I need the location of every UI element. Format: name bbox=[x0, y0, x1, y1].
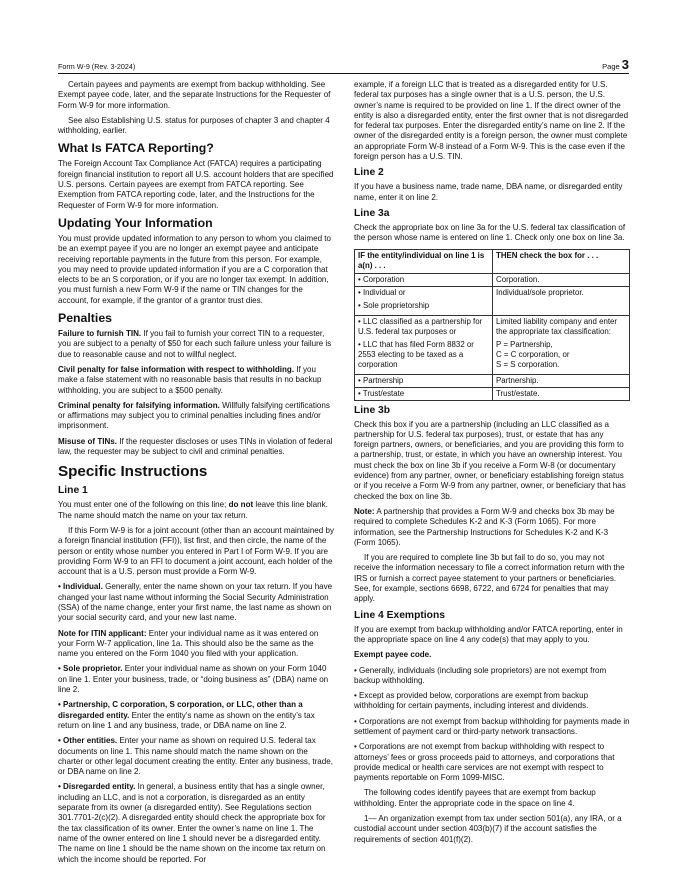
exempt-item: • Corporations are not exempt from backup withholding with respect to attorneys’ fees or gross proceeds paid to attorneys, and corporations that provide medical or health care services are not exempt with respect to payments reportable on Form 1099-MISC. bbox=[354, 742, 615, 783]
partnership-paragraph: • Partnership, C corporation, S corporation, or LLC, other than a disregarded entity. Enter the entity’s name as shown on the entity’s tax return on line 1 and any business, trade, or DBA name on line 2. bbox=[58, 700, 315, 730]
specific-instructions-heading: Specific Instructions bbox=[58, 463, 208, 481]
penalty-civil: Civil penalty for false information with respect to withholding. If you make a false statement with no reasonable basis that results in no backup withholding, you are subject to a $500 penalty. bbox=[58, 364, 322, 395]
individual-paragraph: • Individual. Generally, enter the name shown on your tax return. If you have changed your last name without informing the Social Security Administration (SSA) of the name change, enter your first name, the last name as shown on your social security card, and your new last name. bbox=[58, 582, 333, 623]
table-cell: Limited liability company and enter the appropriate tax classification: P = Partnership, C = C corporation, or S = S corporation. bbox=[493, 315, 630, 374]
itin-paragraph: Note for ITIN applicant: Enter your individual name as it was entered on your Form W-7 application, line 1a. This should also be the same as the name you entered on the Form 1040 you filed with your application. bbox=[58, 628, 319, 659]
other-entities-paragraph: • Other entities. Enter your name as shown on required U.S. federal tax documents on line 1. This name should match the name shown on the charter or other legal document creating the entity. Enter any business, trade, or DBA name on line 2. bbox=[58, 736, 333, 777]
line3b-paragraph-2: If you are required to complete line 3b but fail to do so, you may not receive the information necessary to file a correct information return with the IRS or furnish a correct payee statement to your partners or beneficiaries. See, for example, sections 6698, 6722, and 6724 for penalties that may apply. bbox=[354, 553, 625, 604]
left-column bbox=[58, 80, 334, 870]
page-header bbox=[58, 57, 629, 72]
line3a-paragraph: Check the appropriate box on line 3a for the U.S. federal tax classification of the person whose name is entered on line 1. Check only one box on line 3a. bbox=[354, 222, 626, 243]
table-header-row bbox=[355, 249, 630, 273]
fatca-paragraph: The Foreign Account Tax Compliance Act (FATCA) requires a participating foreign financial institution to report all U.S. account holders that are specified U.S. persons. Certain payees are exempt from FATCA reporting. See Exemption from FATCA reporting code, later, and the Instructions for the Requester of Form W-9 for more information. bbox=[58, 159, 334, 210]
table-row bbox=[355, 374, 630, 387]
line2-heading: Line 2 bbox=[354, 167, 384, 179]
line4-paragraph: If you are exempt from backup withholding and/or FATCA reporting, enter in the appropriate space on line 4 any code(s) that may apply to you. bbox=[354, 624, 623, 644]
penalty-tin: Failure to furnish TIN. If you fail to furnish your correct TIN to a requester, you are subject to a penalty of $50 for each such failure unless your failure is due to reasonable cause and not to willful neglect. bbox=[58, 329, 332, 359]
header-rule bbox=[58, 73, 629, 74]
line3b-heading: Line 3b bbox=[354, 404, 391, 416]
update-paragraph: You must provide updated information to any person to whom you claimed to be an exempt payee if you are no longer an exempt payee and anticipate receiving reportable payments in the future from this person. For example, you may need to provide updated information if you are a C corporation that elects to be an S corporation, or if you are no longer tax exempt. In addition, you must furnish a new Form W-9 if the name or TIN changes for the account, for example, if the grantor of a grantor trust dies. bbox=[58, 233, 332, 305]
table-row bbox=[355, 286, 630, 315]
exempt-item: • Except as provided below, corporations are exempt from backup withholding for certain payments, including interest and dividends. bbox=[354, 691, 589, 711]
table-row bbox=[355, 387, 630, 400]
codes-paragraph: The following codes identify payees that are exempt from backup withholding. Enter the appropriate code in the space on line 4. bbox=[354, 788, 596, 808]
table-cell: Individual/sole proprietor. bbox=[493, 286, 630, 315]
line3a-heading: Line 3a bbox=[354, 207, 390, 219]
line1-paragraph: You must enter one of the following on this line; do not leave this line blank. The name should match the name on your tax return. bbox=[58, 500, 328, 520]
table-row bbox=[355, 315, 630, 374]
penalty-criminal: Criminal penalty for falsifying information. Willfully falsifying certifications or affirmations may subject you to criminal penalties including fines and/or imprisonment. bbox=[58, 400, 330, 431]
table-cell: • Trust/estate bbox=[355, 387, 493, 400]
page-number: Page 3 bbox=[602, 57, 629, 72]
form-label: Form W-9 (Rev. 3-2024) bbox=[58, 62, 136, 71]
line2-paragraph: If you have a business name, trade name, DBA name, or disregarded entity name, enter it on line 2. bbox=[354, 182, 623, 202]
table-cell: Trust/estate. bbox=[493, 387, 630, 400]
table-header-cell: THEN check the box for . . . bbox=[493, 249, 630, 273]
table-cell: • Individual or • Sole proprietorship bbox=[355, 286, 493, 315]
joint-account-paragraph: If this Form W-9 is for a joint account (other than an account maintained by a foreign financial institution (FFI)), list first, and then circle, the name of the person or entity whose number you entered in Part I of Form W-9. If you are providing Form W-9 to an FFI to document a joint account, each holder of the account that is a U.S. person must provide a Form W-9. bbox=[58, 525, 334, 577]
table-header-cell: IF the entity/individual on line 1 is a(n) . . . bbox=[355, 249, 493, 273]
table-cell: Partnership. bbox=[493, 374, 630, 387]
update-heading: Updating Your Information bbox=[58, 215, 213, 230]
exempt-item: • Generally, individuals (including sole proprietors) are not exempt from backup withholding. bbox=[354, 665, 607, 685]
line3b-paragraph: Check this box if you are a partnership (including an LLC classified as a partnership for U.S. federal tax purposes), trust, or estate that has any foreign partners, owners, or beneficiaries, and you are providing this form to a partnership, trust, or estate, in which you have an ownership interest. You must check the box on line 3b if you receive a Form W-8 (or documentary evidence) from any partner, owner, or beneficiary establishing foreign status or if you receive a Form W-9 from any partner, owner, or beneficiary that has checked the box on line 3b. bbox=[354, 419, 626, 501]
classification-table bbox=[354, 249, 630, 401]
line4-heading: Line 4 Exemptions bbox=[354, 609, 445, 621]
table-cell: Corporation. bbox=[493, 273, 630, 286]
penalties-heading: Penalties bbox=[58, 311, 112, 326]
table-cell: • Corporation bbox=[355, 273, 493, 286]
sole-proprietor-paragraph: • Sole proprietor. Enter your individual name as shown on your Form 1040 on line 1. Enter your business, trade, or “doing business as” (DBA) name on line 2. bbox=[58, 664, 329, 695]
penalty-misuse: Misuse of TINs. If the requester discloses or uses TINs in violation of federal law, the requester may be subject to civil and criminal penalties. bbox=[58, 436, 333, 457]
exempt-item: • Corporations are not exempt from backup withholding for payments made in settlement of payment card or third-party network transactions. bbox=[354, 716, 630, 736]
fatca-heading: What Is FATCA Reporting? bbox=[58, 141, 214, 156]
line1-heading: Line 1 bbox=[58, 485, 88, 497]
right-column bbox=[354, 80, 630, 850]
table-row bbox=[355, 273, 630, 286]
intro-paragraph: Certain payees and payments are exempt from backup withholding. See Exempt payee code, later, and the separate Instructions for the Requester of Form W-9 for more information. bbox=[58, 80, 331, 110]
intro-paragraph-2: See also Establishing U.S. status for purposes of chapter 3 and chapter 4 withholding, earlier. bbox=[58, 115, 330, 136]
exempt-payee-heading: Exempt payee code. bbox=[354, 650, 432, 660]
continued-paragraph: example, if a foreign LLC that is treated as a disregarded entity for U.S. federal tax purposes has a single owner that is a U.S. person, the U.S. owner’s name is required to be provided on line 1. If the direct owner of the entity is also a disregarded entity, enter the first owner that is not disregarded for federal tax purposes. Enter the disregarded entity’s name on line 2. If the owner of the disregarded entity is a foreign person, the owner must complete an appropriate Form W-8 instead of a Form W-9. This is the case even if the foreign person has a U.S. TIN. bbox=[354, 80, 629, 162]
table-cell: • Partnership bbox=[355, 374, 493, 387]
table-cell: • LLC classified as a partnership for U.S. federal tax purposes or • LLC that has filed Form 8832 or 2553 electing to be taxed as a corporation bbox=[355, 315, 493, 374]
note-paragraph: Note: A partnership that provides a Form W-9 and checks box 3b may be required to complete Schedules K-2 and K-3 (Form 1065). For more information, see the Partnership Instructions for Schedules K-2 and K-3 (Form 1065). bbox=[354, 506, 615, 547]
disregarded-entity-paragraph: • Disregarded entity. In general, a business entity that has a single owner, including an LLC, and is not a corporation, is disregarded as an entity separate from its owner (a disregarded entity). See Regulations section 301.7701-2(c)(2). A disregarded entity should check the appropriate box for the tax classification of its owner. Enter the owner’s name on line 1. The name of the owner entered on line 1 should never be a disregarded entity. The name on line 1 should be the name shown on the income tax return on which the income should be reported. For bbox=[58, 782, 326, 864]
code-1-paragraph: 1— An organization exempt from tax under section 501(a), any IRA, or a custodial account under section 403(b)(7) if the account satisfies the requirements of section 401(f)(2). bbox=[354, 814, 622, 844]
